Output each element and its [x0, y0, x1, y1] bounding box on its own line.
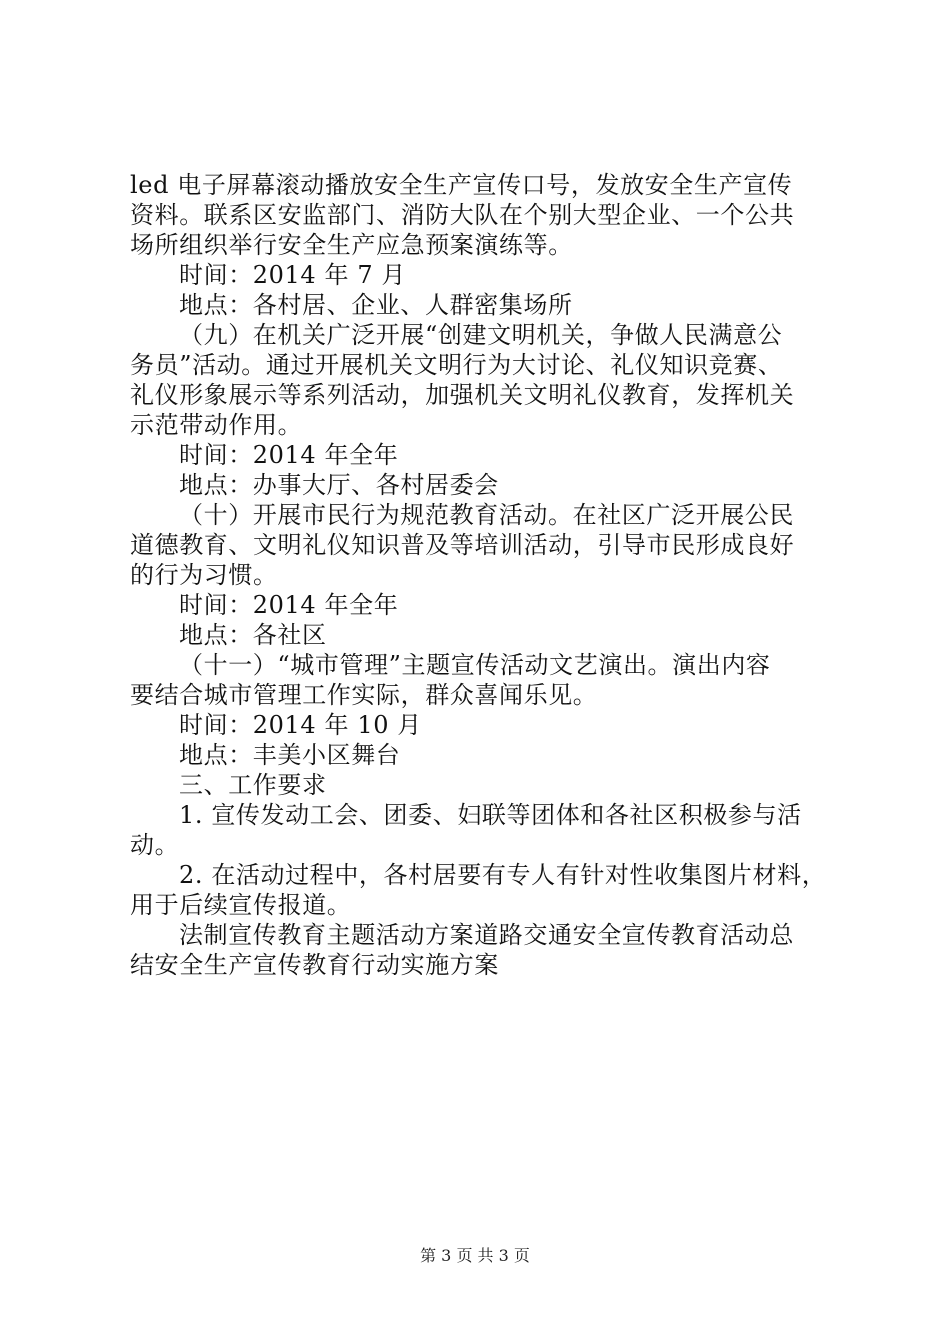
activity-location: 地点：丰美小区舞台 [179, 741, 401, 769]
text-line: 道德教育、文明礼仪知识普及等培训活动，引导市民形成良好 [130, 531, 795, 559]
activity-location: 地点：各村居、企业、人群密集场所 [179, 291, 573, 319]
text-line: 的行为习惯。 [130, 561, 278, 589]
text-line: 用于后续宣传报道。 [130, 891, 352, 919]
document-body [130, 170, 830, 980]
text-line: 务员”活动。通过开展机关文明行为大讨论、礼仪知识竞赛、 [130, 351, 783, 379]
paragraph-heading: （十一）“城市管理”主题宣传活动文艺演出。演出内容 [179, 651, 771, 679]
paragraph-heading: （十）开展市民行为规范教育活动。在社区广泛开展公民 [179, 501, 794, 529]
text-line: 动。 [130, 831, 180, 859]
activity-location: 地点：各社区 [179, 621, 327, 649]
text-line: 示范带动作用。 [130, 411, 303, 439]
activity-time: 时间：2014 年全年 [179, 591, 399, 619]
text-line: 要结合城市管理工作实际，群众喜闻乐见。 [130, 681, 598, 709]
requirement-item: 2. 在活动过程中，各村居要有专人有针对性收集图片材料， [179, 861, 827, 889]
page-number: 第 3 页 共 3 页 [420, 1246, 530, 1265]
section-heading: 三、工作要求 [179, 771, 327, 799]
text-line: led 电子屏幕滚动播放安全生产宣传口号，发放安全生产宣传 [130, 171, 793, 199]
text-line: 礼仪形象展示等系列活动，加强机关文明礼仪教育，发挥机关 [130, 381, 795, 409]
text-line: 资料。联系区安监部门、消防大队在个别大型企业、一个公共 [130, 201, 795, 229]
activity-location: 地点：办事大厅、各村居委会 [179, 471, 499, 499]
activity-time: 时间：2014 年 10 月 [179, 711, 422, 739]
text-line: 结安全生产宣传教育行动实施方案 [130, 951, 499, 979]
activity-time: 时间：2014 年 7 月 [179, 261, 407, 289]
activity-time: 时间：2014 年全年 [179, 441, 399, 469]
related-titles: 法制宣传教育主题活动方案道路交通安全宣传教育活动总 [179, 921, 794, 949]
text-line: 场所组织举行安全生产应急预案演练等。 [130, 231, 573, 259]
requirement-item: 1. 宣传发动工会、团委、妇联等团体和各社区积极参与活 [179, 801, 802, 829]
paragraph-heading: （九）在机关广泛开展“创建文明机关，争做人民满意公 [179, 321, 783, 349]
